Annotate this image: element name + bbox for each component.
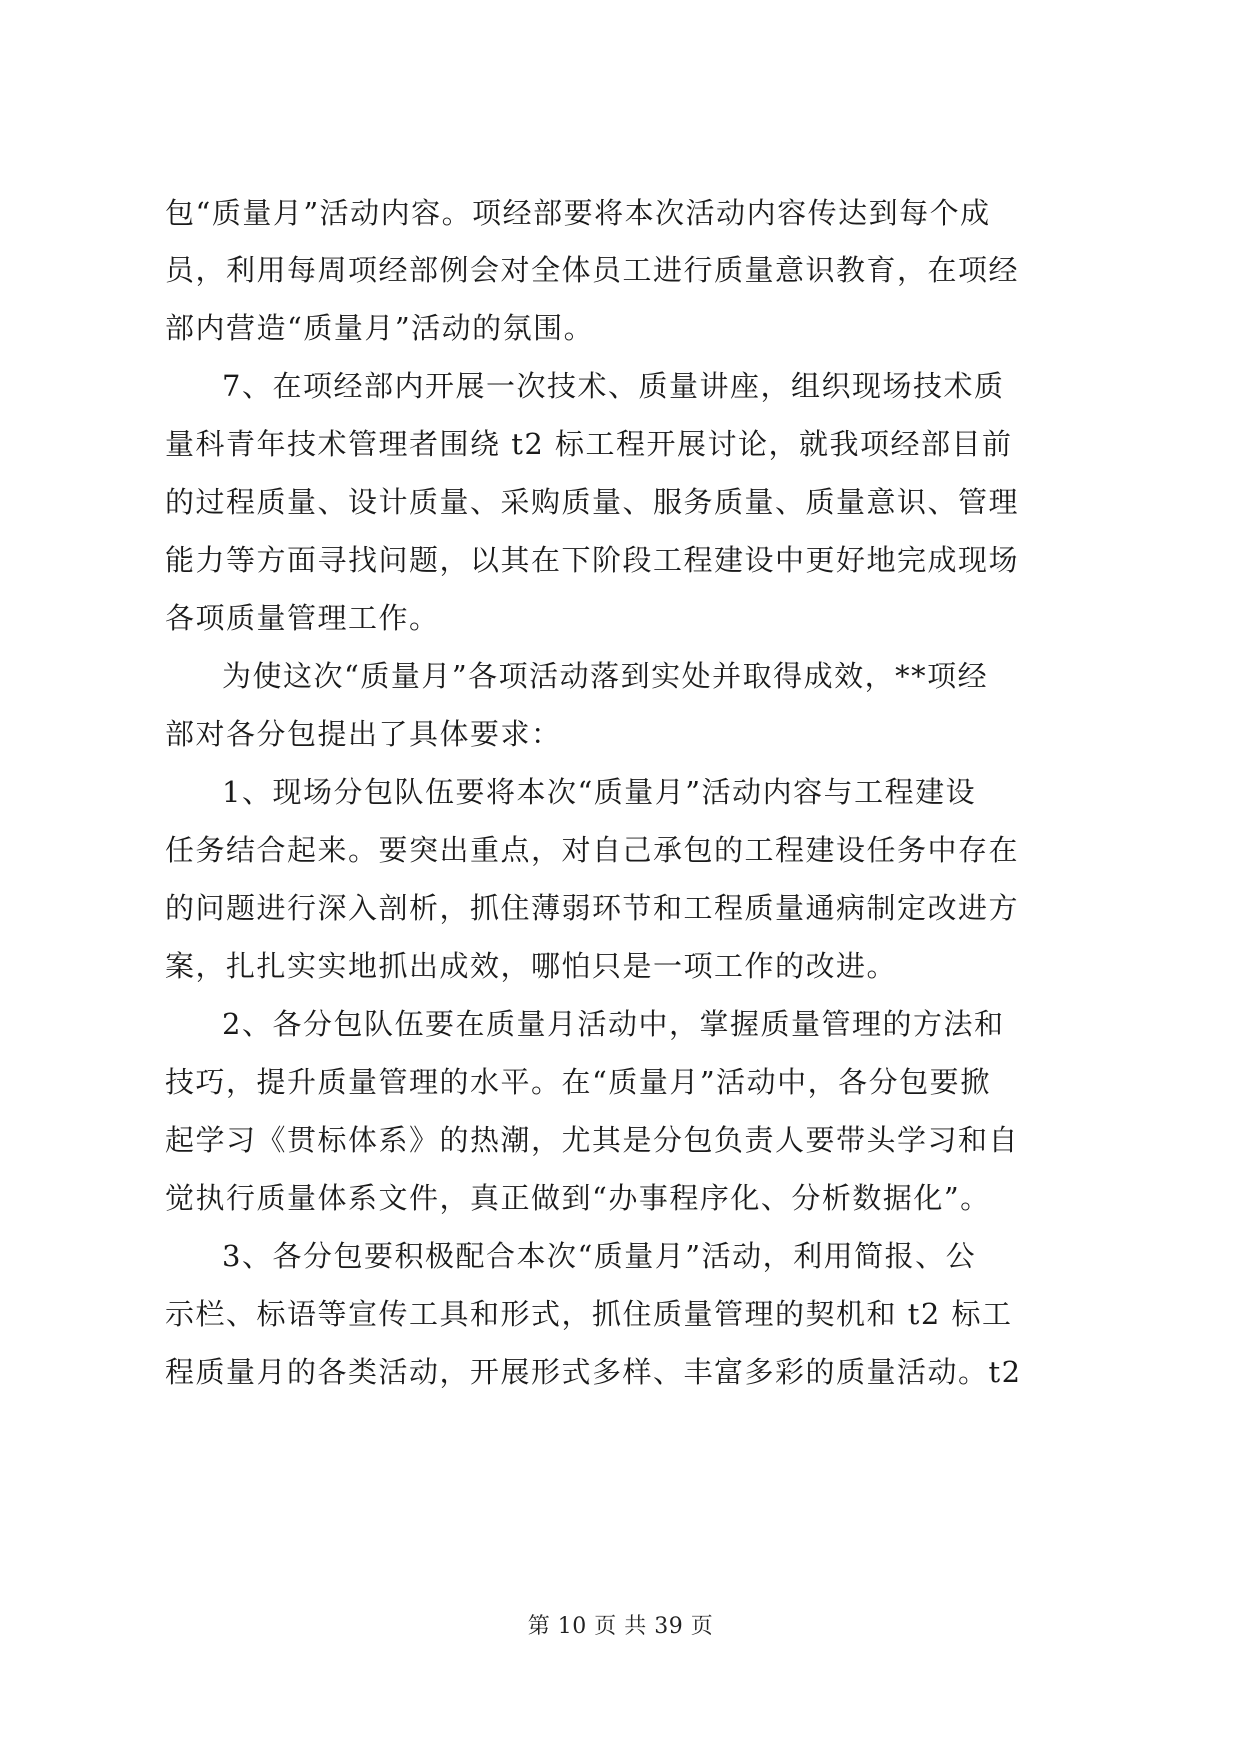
text-line: 能力等方面寻找问题，以其在下阶段工程建设中更好地完成现场: [165, 543, 1020, 577]
text-line: 示栏、标语等宣传工具和形式，抓住质量管理的契机和 t2 标工: [165, 1297, 1013, 1331]
page-number-footer: 第 10 页 共 39 页: [527, 1614, 714, 1639]
text-line: 的过程质量、设计质量、采购质量、服务质量、质量意识、管理: [165, 485, 1020, 519]
text-line: 任务结合起来。要突出重点，对自己承包的工程建设任务中存在: [165, 833, 1020, 867]
paragraph-start-line: 为使这次“质量月”各项活动落到实处并取得成效，**项经: [222, 659, 989, 693]
text-line: 各项质量管理工作。: [165, 601, 440, 635]
text-line: 员，利用每周项经部例会对全体员工进行质量意识教育，在项经: [165, 253, 1020, 287]
text-line: 觉执行质量体系文件，真正做到“办事程序化、分析数据化”。: [165, 1181, 991, 1215]
paragraph-start-line: 1、现场分包队伍要将本次“质量月”活动内容与工程建设: [222, 775, 977, 809]
text-line: 包“质量月”活动内容。项经部要将本次活动内容传达到每个成: [165, 196, 991, 230]
paragraph-start-line: 3、各分包要积极配合本次“质量月”活动，利用简报、公: [222, 1239, 977, 1273]
text-line: 案，扎扎实实地抓出成效，哪怕只是一项工作的改进。: [165, 949, 898, 983]
text-line: 起学习《贯标体系》的热潮，尤其是分包负责人要带头学习和自: [165, 1123, 1020, 1157]
paragraph-start-line: 2、各分包队伍要在质量月活动中，掌握质量管理的方法和: [222, 1007, 1005, 1041]
paragraph-start-line: 7、在项经部内开展一次技术、质量讲座，组织现场技术质: [222, 369, 1005, 403]
text-line: 部对各分包提出了具体要求：: [165, 717, 562, 751]
text-line: 的问题进行深入剖析，抓住薄弱环节和工程质量通病制定改进方: [165, 891, 1020, 925]
text-line: 技巧，提升质量管理的水平。在“质量月”活动中，各分包要掀: [165, 1065, 991, 1099]
text-line: 量科青年技术管理者围绕 t2 标工程开展讨论，就我项经部目前: [165, 427, 1013, 461]
text-line: 部内营造“质量月”活动的氛围。: [165, 311, 595, 345]
text-line: 程质量月的各类活动，开展形式多样、丰富多彩的质量活动。t2: [165, 1355, 1022, 1389]
